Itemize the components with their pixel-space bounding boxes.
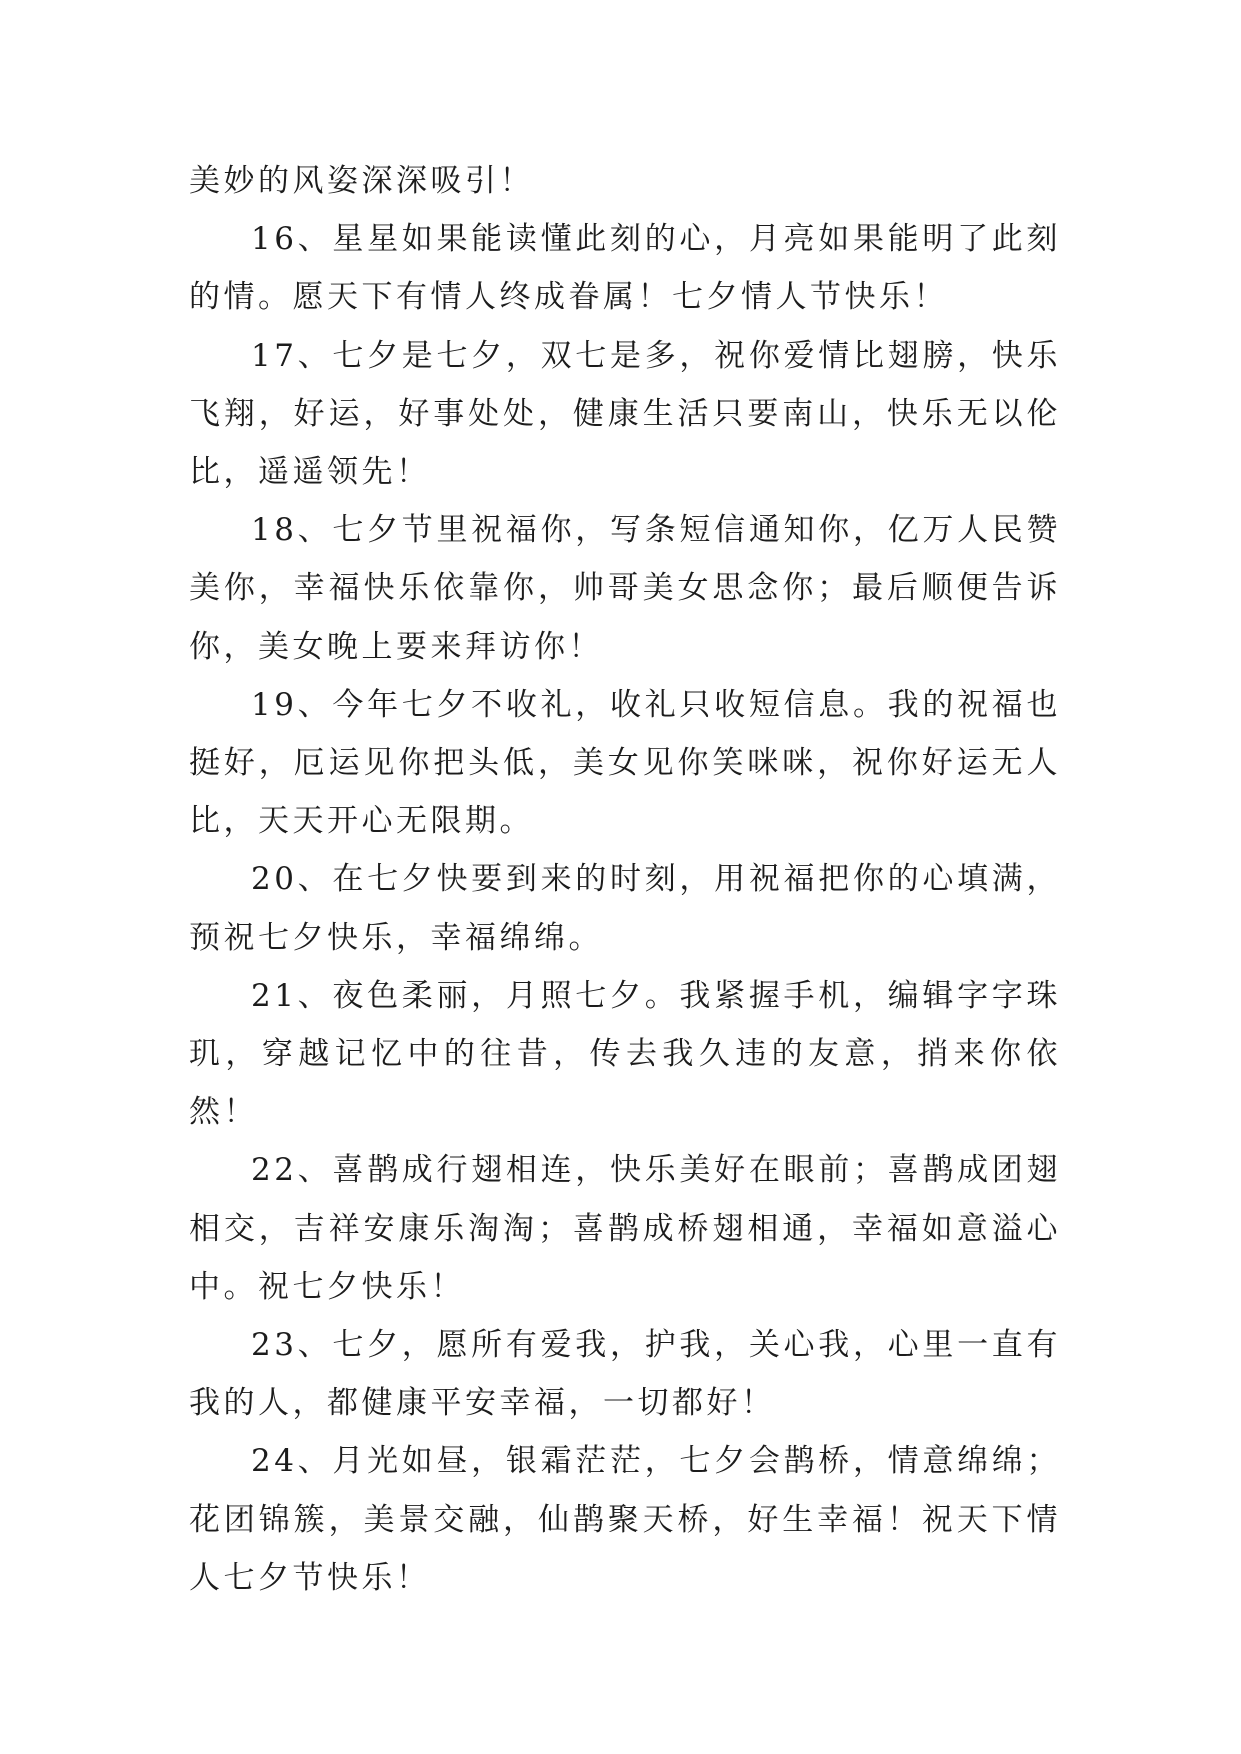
- document-body: [189, 152, 1061, 1607]
- paragraph-18: 18、七夕节里祝福你，写条短信通知你，亿万人民赞美你，幸福快乐依靠你，帅哥美女思念你；最后顺便告诉你，美女晚上要来拜访你！: [189, 512, 1061, 665]
- paragraph-21: 21、夜色柔丽，月照七夕。我紧握手机，编辑字字珠玑，穿越记忆中的往昔，传去我久违的友意，捎来你依然！: [189, 977, 1061, 1131]
- paragraph-17: 17、七夕是七夕，双七是多，祝你爱情比翅膀，快乐飞翔，好运，好事处处，健康生活只要南山，快乐无以伦比，遥遥领先！: [189, 337, 1061, 491]
- paragraph-16: 16、星星如果能读懂此刻的心，月亮如果能明了此刻的情。愿天下有情人终成眷属！七夕情人节快乐！: [189, 221, 1061, 316]
- paragraph-23: 23、七夕，愿所有爱我，护我，关心我，心里一直有我的人，都健康平安幸福，一切都好！: [189, 1327, 1061, 1422]
- paragraph-continuation: 美妙的风姿深深吸引！: [189, 163, 534, 199]
- paragraph-24: 24、月光如昼，银霜茫茫，七夕会鹊桥，情意绵绵；花团锦簇，美景交融，仙鹊聚天桥，好生幸福！祝天下情人七夕节快乐！: [189, 1443, 1061, 1596]
- paragraph-19: 19、今年七夕不收礼，收礼只收短信息。我的祝福也挺好，厄运见你把头低，美女见你笑咪咪，祝你好运无人比，天天开心无限期。: [189, 686, 1061, 840]
- paragraph-22: 22、喜鹊成行翅相连，快乐美好在眼前；喜鹊成团翅相交，吉祥安康乐淘淘；喜鹊成桥翅相通，幸福如意溢心中。祝七夕快乐！: [189, 1152, 1061, 1305]
- paragraph-20: 20、在七夕快要到来的时刻，用祝福把你的心填满，预祝七夕快乐，幸福绵绵。: [189, 861, 1061, 956]
